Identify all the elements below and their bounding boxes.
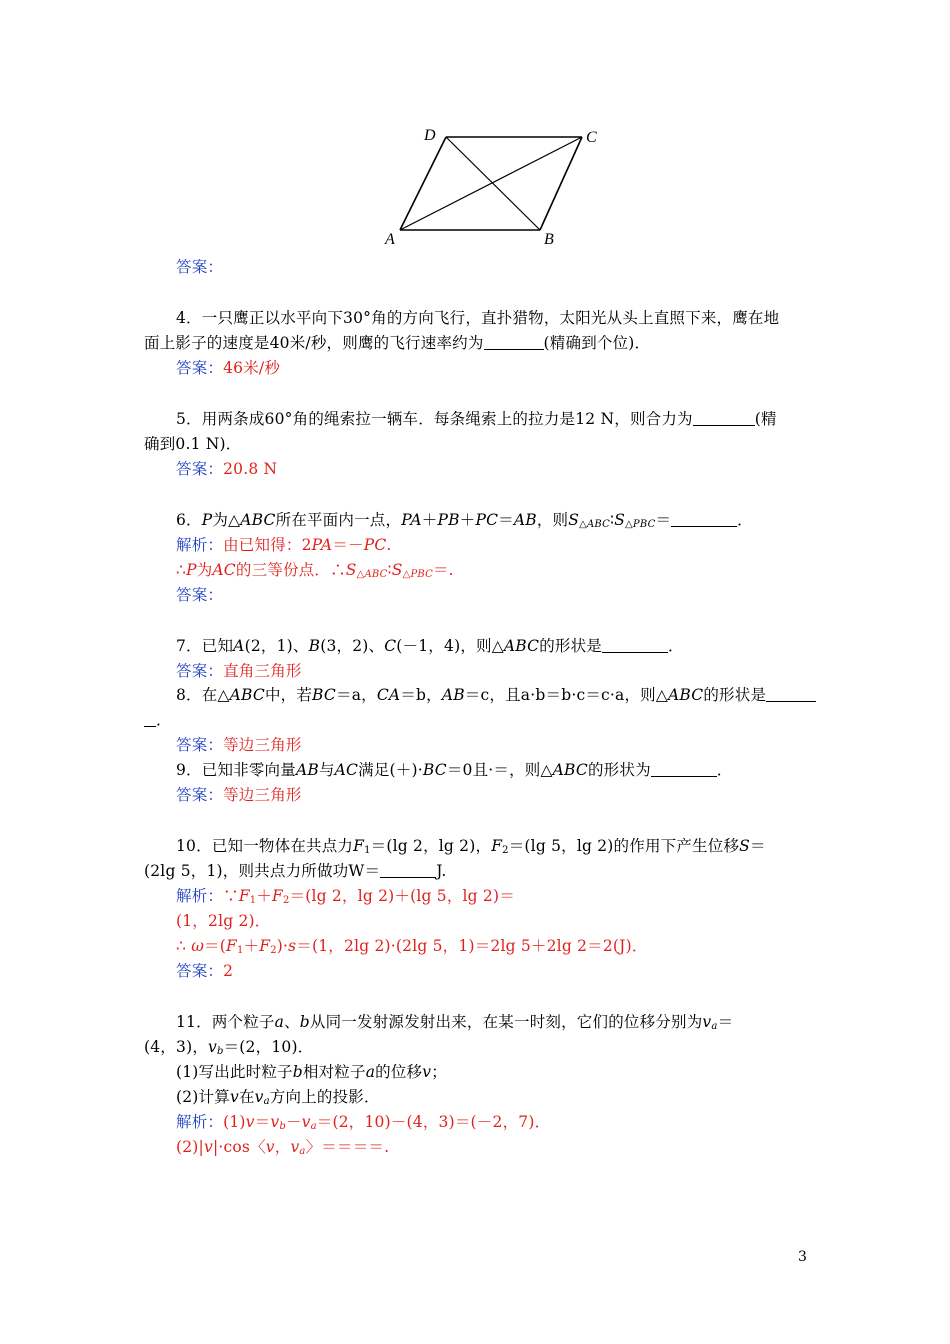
q10-analysis3: ∴ $\omega=(F_1+F_2)\cdot s=(1$，2lg 2)·(2lg 5，1)＝2lg 5＋2lg 2＝2(J)． <box>176 937 648 956</box>
answer-blank <box>144 712 156 727</box>
q8-answer: 答案：等边三角形 <box>176 736 302 754</box>
q4-line2: 面上影子的速度是40米/秒，则鹰的飞行速率约为 (精确到个位)． <box>144 334 651 352</box>
q5-line1: 5．用两条成60°角的绳索拉一辆车．每条绳索上的拉力是12 N，则合力为 (精 <box>176 410 777 428</box>
label-a: A <box>385 231 395 248</box>
q11-analysis1: 解析：$(1)v=v_b-v_a=(2$，10)－(4，3)＝(－2，7)． <box>176 1113 551 1132</box>
q4-line1: 4．一只鹰正以水平向下30°角的方向飞行，直扑猎物，太阳光从头上直照下来，鹰在地 <box>176 309 780 327</box>
q11-line1: 11．两个粒子a、b从同一发射源发射出来，在某一时刻，它们的位移分别为$v_a=$ <box>176 1013 734 1032</box>
q4-answer: 答案：46米/秒 <box>176 359 281 377</box>
q11-part2: (2)计算v在$v_a$方向上的投影． <box>176 1088 380 1107</box>
answer-blank <box>693 411 755 426</box>
q10-line2: (2lg 5，1)，则共点力所做功W＝ J. <box>144 862 447 880</box>
label-d: D <box>424 127 436 144</box>
answer-blank <box>602 638 668 653</box>
q11-part1: (1)写出此时粒子b相对粒子a的位移v； <box>176 1063 447 1081</box>
q11-analysis2: (2)|v|·cos〈v，$v_a$〉＝＝＝＝. <box>176 1138 390 1157</box>
q8-line2: ． <box>144 710 172 730</box>
q11-line2: (4，3)，$v_b=(2$，10)． <box>144 1038 314 1057</box>
q6-analysis1: 解析：由已知得：2PA＝－PC. <box>176 536 392 554</box>
label-c: C <box>586 129 597 146</box>
page-number: 3 <box>798 1249 807 1265</box>
q7-answer: 答案：直角三角形 <box>176 662 302 680</box>
parallelogram-figure <box>380 120 610 250</box>
q9-line1: 9．已知非零向量AB与AC满足(＋)·BC＝0且·＝，则△ABC的形状为 ． <box>176 761 733 779</box>
q6-answer: 答案： <box>176 586 224 604</box>
q5-answer: 答案：20.8 N <box>176 460 278 478</box>
answer-blank <box>651 762 717 777</box>
q9-answer: 答案：等边三角形 <box>176 786 302 804</box>
q6-line1: 6．P为△ABC所在平面内一点，PA＋PB＋PC＝AB，则$S_{\triangle ABC}∶S_{\triangle PBC}=$ ． <box>176 511 753 530</box>
q6-analysis2: ∴P为AC的三等份点．$\therefore S_{\triangle ABC}∶S_{\triangle PBC}=$. <box>176 561 454 580</box>
q7-line1: 7．已知A(2，1)、B(3，2)、C(－1，4)，则△ABC的形状是 ． <box>176 637 684 655</box>
q10-analysis1: 解析：$\because F_1+F_2=(\lg$ 2，lg 2)＋(lg 5，lg 2)＝ <box>176 887 515 906</box>
q10-analysis2: (1，2lg 2)． <box>176 912 271 930</box>
answer-blank <box>484 335 544 350</box>
answer-blank <box>766 687 816 702</box>
q10-line1: 10．已知一物体在共点力$F_1=(\lg$ 2，lg 2)，$F_2=(\lg$ 5，lg 2)的作用下产生位移S＝ <box>176 837 766 856</box>
answer-blank <box>671 512 737 527</box>
q5-line2: 确到0.1 N)． <box>144 435 242 453</box>
q10-answer: 答案：2 <box>176 962 234 980</box>
answer-blank <box>380 863 436 878</box>
label-b: B <box>544 231 554 248</box>
q3-answer: 答案： <box>176 258 224 276</box>
q8-line1: 8．在△ABC中，若BC＝a，CA＝b，AB＝c，且a·b＝b·c＝c·a，则△ABC的形状是 <box>176 685 816 705</box>
